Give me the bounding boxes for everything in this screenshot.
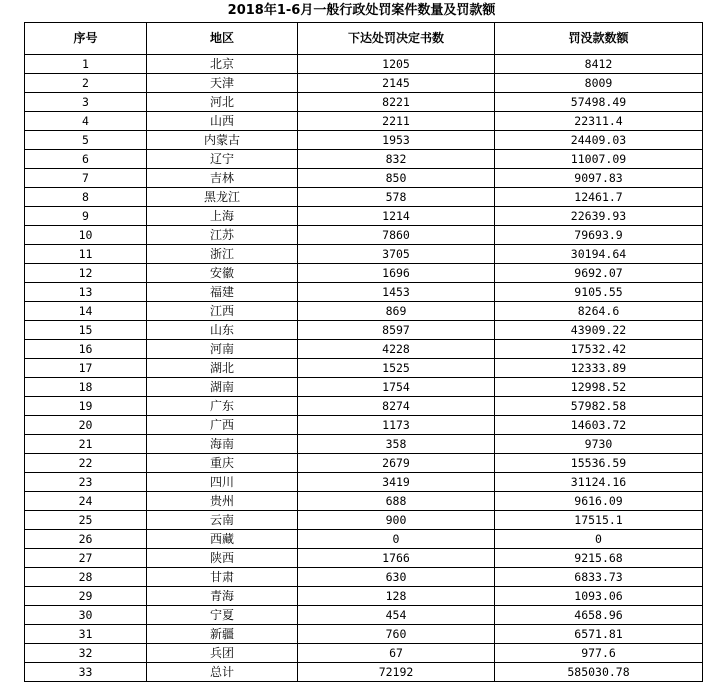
cell-fines: 22311.4	[495, 112, 703, 131]
cell-fines: 9730	[495, 435, 703, 454]
cell-decisions: 1205	[298, 55, 495, 74]
cell-region: 安徽	[147, 264, 298, 283]
cell-index: 25	[25, 511, 147, 530]
cell-region: 湖北	[147, 359, 298, 378]
cell-region: 山西	[147, 112, 298, 131]
cell-fines: 8009	[495, 74, 703, 93]
cell-decisions: 1696	[298, 264, 495, 283]
table-row	[25, 549, 703, 568]
cell-decisions: 1766	[298, 549, 495, 568]
cell-index: 28	[25, 568, 147, 587]
table-row	[25, 587, 703, 606]
table-row	[25, 473, 703, 492]
cell-region: 浙江	[147, 245, 298, 264]
cell-region: 陕西	[147, 549, 298, 568]
cell-decisions: 128	[298, 587, 495, 606]
cell-region: 江苏	[147, 226, 298, 245]
cell-index: 1	[25, 55, 147, 74]
cell-decisions: 760	[298, 625, 495, 644]
cell-index: 7	[25, 169, 147, 188]
cell-decisions: 454	[298, 606, 495, 625]
table-row	[25, 226, 703, 245]
cell-decisions: 869	[298, 302, 495, 321]
cell-fines: 9692.07	[495, 264, 703, 283]
table-row	[25, 606, 703, 625]
table-row	[25, 112, 703, 131]
cell-index: 24	[25, 492, 147, 511]
table-row	[25, 93, 703, 112]
cell-index: 15	[25, 321, 147, 340]
cell-index: 22	[25, 454, 147, 473]
cell-fines: 6833.73	[495, 568, 703, 587]
cell-fines: 17532.42	[495, 340, 703, 359]
cell-region: 北京	[147, 55, 298, 74]
cell-region: 广西	[147, 416, 298, 435]
table-row	[25, 321, 703, 340]
table-row	[25, 55, 703, 74]
cell-index: 2	[25, 74, 147, 93]
table-row	[25, 530, 703, 549]
cell-index: 9	[25, 207, 147, 226]
cell-index: 14	[25, 302, 147, 321]
cell-fines: 9616.09	[495, 492, 703, 511]
table-row	[25, 207, 703, 226]
cell-index: 26	[25, 530, 147, 549]
table-row	[25, 302, 703, 321]
table-row	[25, 359, 703, 378]
cell-index: 31	[25, 625, 147, 644]
cell-fines: 31124.16	[495, 473, 703, 492]
cell-decisions: 1754	[298, 378, 495, 397]
cell-region: 总计	[147, 663, 298, 682]
cell-index: 11	[25, 245, 147, 264]
cell-decisions: 832	[298, 150, 495, 169]
cell-fines: 12998.52	[495, 378, 703, 397]
cell-decisions: 850	[298, 169, 495, 188]
cell-fines: 9215.68	[495, 549, 703, 568]
cell-region: 海南	[147, 435, 298, 454]
cell-fines: 12333.89	[495, 359, 703, 378]
cell-fines: 9097.83	[495, 169, 703, 188]
cell-fines: 57498.49	[495, 93, 703, 112]
cell-index: 27	[25, 549, 147, 568]
cell-index: 16	[25, 340, 147, 359]
cell-decisions: 1214	[298, 207, 495, 226]
cell-decisions: 1453	[298, 283, 495, 302]
cell-region: 新疆	[147, 625, 298, 644]
cell-index: 3	[25, 93, 147, 112]
table-row	[25, 454, 703, 473]
cell-decisions: 7860	[298, 226, 495, 245]
cell-index: 20	[25, 416, 147, 435]
cell-region: 河北	[147, 93, 298, 112]
table-row	[25, 644, 703, 663]
cell-decisions: 1953	[298, 131, 495, 150]
cell-decisions: 900	[298, 511, 495, 530]
table-body	[25, 55, 703, 682]
cell-decisions: 8597	[298, 321, 495, 340]
header-index: 序号	[25, 23, 147, 55]
cell-fines: 8264.6	[495, 302, 703, 321]
cell-fines: 57982.58	[495, 397, 703, 416]
cell-fines: 22639.93	[495, 207, 703, 226]
cell-decisions: 8274	[298, 397, 495, 416]
table-row	[25, 74, 703, 93]
cell-decisions: 3705	[298, 245, 495, 264]
cell-region: 宁夏	[147, 606, 298, 625]
cell-fines: 585030.78	[495, 663, 703, 682]
table-row	[25, 492, 703, 511]
table-title: 2018年1-6月一般行政处罚案件数量及罚款额	[227, 3, 496, 18]
cell-decisions: 358	[298, 435, 495, 454]
cell-region: 内蒙古	[147, 131, 298, 150]
cell-index: 6	[25, 150, 147, 169]
cell-decisions: 0	[298, 530, 495, 549]
cell-region: 四川	[147, 473, 298, 492]
table-row	[25, 435, 703, 454]
cell-region: 河南	[147, 340, 298, 359]
cell-decisions: 630	[298, 568, 495, 587]
cell-index: 30	[25, 606, 147, 625]
cell-decisions: 67	[298, 644, 495, 663]
cell-fines: 17515.1	[495, 511, 703, 530]
cell-fines: 977.6	[495, 644, 703, 663]
table-row	[25, 663, 703, 682]
cell-decisions: 688	[298, 492, 495, 511]
cell-fines: 4658.96	[495, 606, 703, 625]
cell-region: 湖南	[147, 378, 298, 397]
cell-region: 天津	[147, 74, 298, 93]
cell-region: 黑龙江	[147, 188, 298, 207]
cell-index: 5	[25, 131, 147, 150]
cell-fines: 14603.72	[495, 416, 703, 435]
cell-region: 云南	[147, 511, 298, 530]
cell-decisions: 2679	[298, 454, 495, 473]
cell-index: 21	[25, 435, 147, 454]
cell-index: 32	[25, 644, 147, 663]
table-row	[25, 283, 703, 302]
table-row	[25, 188, 703, 207]
header-decisions: 下达处罚决定书数	[298, 23, 495, 55]
cell-fines: 9105.55	[495, 283, 703, 302]
cell-index: 13	[25, 283, 147, 302]
cell-decisions: 578	[298, 188, 495, 207]
table-row	[25, 264, 703, 283]
table-row	[25, 378, 703, 397]
cell-index: 29	[25, 587, 147, 606]
cell-region: 贵州	[147, 492, 298, 511]
cell-fines: 11007.09	[495, 150, 703, 169]
cell-index: 18	[25, 378, 147, 397]
cell-decisions: 8221	[298, 93, 495, 112]
table-row	[25, 511, 703, 530]
cell-region: 江西	[147, 302, 298, 321]
cell-region: 甘肃	[147, 568, 298, 587]
cell-fines: 6571.81	[495, 625, 703, 644]
cell-region: 兵团	[147, 644, 298, 663]
cell-fines: 15536.59	[495, 454, 703, 473]
table-row	[25, 340, 703, 359]
cell-region: 西藏	[147, 530, 298, 549]
cell-index: 19	[25, 397, 147, 416]
cell-region: 吉林	[147, 169, 298, 188]
cell-region: 重庆	[147, 454, 298, 473]
cell-decisions: 1525	[298, 359, 495, 378]
cell-region: 福建	[147, 283, 298, 302]
cell-fines: 24409.03	[495, 131, 703, 150]
cell-decisions: 4228	[298, 340, 495, 359]
cell-fines: 0	[495, 530, 703, 549]
cell-index: 12	[25, 264, 147, 283]
cell-fines: 1093.06	[495, 587, 703, 606]
cell-decisions: 3419	[298, 473, 495, 492]
cell-decisions: 72192	[298, 663, 495, 682]
cell-fines: 12461.7	[495, 188, 703, 207]
cell-fines: 43909.22	[495, 321, 703, 340]
cell-decisions: 2211	[298, 112, 495, 131]
cell-region: 辽宁	[147, 150, 298, 169]
cell-region: 青海	[147, 587, 298, 606]
table-row	[25, 245, 703, 264]
cell-index: 10	[25, 226, 147, 245]
header-fines: 罚没款数额	[495, 23, 703, 55]
table-row	[25, 169, 703, 188]
cell-fines: 8412	[495, 55, 703, 74]
cell-fines: 79693.9	[495, 226, 703, 245]
table-row	[25, 568, 703, 587]
cell-index: 17	[25, 359, 147, 378]
header-row	[25, 23, 703, 55]
penalty-table	[24, 22, 703, 682]
table-row	[25, 397, 703, 416]
table-row	[25, 416, 703, 435]
cell-region: 上海	[147, 207, 298, 226]
cell-decisions: 1173	[298, 416, 495, 435]
cell-index: 8	[25, 188, 147, 207]
header-region: 地区	[147, 23, 298, 55]
cell-index: 33	[25, 663, 147, 682]
cell-index: 23	[25, 473, 147, 492]
cell-region: 广东	[147, 397, 298, 416]
table-row	[25, 625, 703, 644]
cell-region: 山东	[147, 321, 298, 340]
table-row	[25, 131, 703, 150]
cell-decisions: 2145	[298, 74, 495, 93]
cell-index: 4	[25, 112, 147, 131]
cell-fines: 30194.64	[495, 245, 703, 264]
table-row	[25, 150, 703, 169]
